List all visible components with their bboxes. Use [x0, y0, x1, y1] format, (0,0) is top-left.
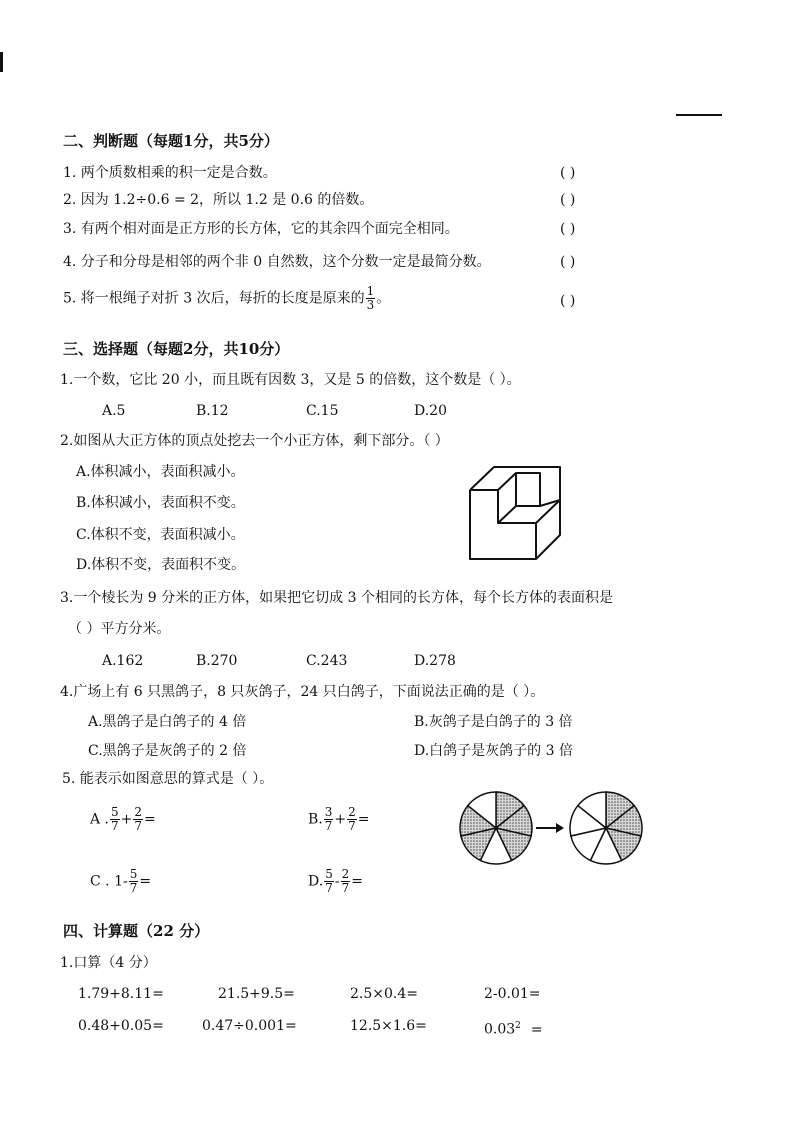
judge-item-5: 5. 将一根绳子对折 3 次后，每折的长度是原来的 $\frac{1}{3}$ 。 [63, 284, 391, 312]
fraction: $\frac{5}{7}$ [129, 867, 138, 895]
judge-item-4: 4. 分子和分母是相邻的两个非 0 自然数，这个分数一定是最简分数。 [63, 254, 491, 270]
choice-q5-option-c[interactable]: C . 1- $\frac{5}{7}$ = [90, 867, 152, 895]
fraction: $\frac{5}{7}$ [111, 805, 119, 833]
arrow-right-icon [536, 823, 564, 833]
choice-q2-option-d[interactable]: D.体积不变，表面积不变。 [76, 557, 246, 573]
choice-q1-option-b[interactable]: B.12 [196, 403, 229, 419]
mental-math-item[interactable]: 0.47÷0.001= [202, 1018, 297, 1034]
mental-math-item-power[interactable]: $0.03^2$ = [484, 1021, 543, 1038]
mental-math-item[interactable]: 21.5+9.5= [218, 986, 295, 1002]
choice-q5-option-b[interactable]: B. $\frac{3}{7}$ + $\frac{2}{7}$ = [308, 805, 370, 833]
answer-paren[interactable]: ( ) [560, 254, 576, 270]
pie-right [570, 792, 642, 864]
fraction: $\frac{3}{7}$ [324, 805, 333, 833]
choice-q5-option-a[interactable]: A . $\frac{5}{7}$ + $\frac{2}{7}$ = [90, 805, 156, 833]
choice-q2-option-a[interactable]: A.体积减小，表面积减小。 [76, 464, 245, 480]
choice-q2: 2.如图从大正方体的顶点处挖去一个小正方体，剩下部分。（ ） [60, 433, 449, 449]
judge-item-3: 3. 有两个相对面是正方形的长方体，它的其余四个面完全相同。 [63, 221, 459, 237]
choice-q3-option-a[interactable]: A.162 [102, 653, 144, 669]
choice-q4-option-a[interactable]: A.黑鸽子是白鸽子的 4 倍 [88, 714, 247, 730]
choice-q1-option-d[interactable]: D.20 [414, 403, 447, 419]
choice-q5: 5. 能表示如图意思的算式是（ ）。 [62, 771, 274, 787]
choice-q3-option-c[interactable]: C.243 [306, 653, 348, 669]
pie-fraction-figure [458, 786, 648, 870]
choice-q2-option-b[interactable]: B.体积减小，表面积不变。 [76, 495, 245, 511]
mental-math-item[interactable]: 1.79+8.11= [78, 986, 164, 1002]
judge-item-1: 1. 两个质数相乘的积一定是合数。 [63, 165, 277, 181]
choice-q3-option-d[interactable]: D.278 [414, 653, 456, 669]
choice-q3-line2: （ ）平方分米。 [68, 621, 171, 637]
choice-q3-option-b[interactable]: B.270 [196, 653, 238, 669]
answer-paren[interactable]: ( ) [560, 165, 576, 181]
mental-math-item[interactable]: 2.5×0.4= [350, 986, 418, 1002]
choice-q4-option-c[interactable]: C.黑鸽子是灰鸽子的 2 倍 [88, 743, 247, 759]
choice-q3: 3.一个棱长为 9 分米的正方体，如果把它切成 3 个相同的长方体，每个长方体的表面积是 [60, 590, 613, 606]
mental-math-item[interactable]: 12.5×1.6= [350, 1018, 427, 1034]
choice-q1: 1.一个数，它比 20 小，而且既有因数 3，又是 5 的倍数，这个数是（ ）。 [60, 372, 521, 388]
mental-math-item[interactable]: 0.48+0.05= [78, 1018, 164, 1034]
mental-math-item[interactable]: 2-0.01= [484, 986, 541, 1002]
answer-paren[interactable]: ( ) [560, 192, 576, 208]
cube-cutout-figure [465, 463, 565, 563]
choice-q4: 4.广场上有 6 只黑鸽子，8 只灰鸽子，24 只白鸽子，下面说法正确的是（ ）。 [60, 684, 545, 700]
mental-math-heading: 1.口算（4 分） [60, 955, 157, 971]
answer-paren[interactable]: ( ) [560, 293, 576, 309]
fraction: $\frac{2}{7}$ [348, 805, 356, 833]
judge-item-5-text: 5. 将一根绳子对折 3 次后，每折的长度是原来的 [63, 290, 365, 307]
fraction: $\frac{5}{7}$ [325, 867, 333, 895]
section-2-title: 二、判断题（每题1分，共5分） [63, 132, 279, 150]
choice-q1-option-a[interactable]: A.5 [102, 403, 126, 419]
choice-q2-option-c[interactable]: C.体积不变，表面积减小。 [76, 527, 245, 543]
pie-left [460, 792, 532, 864]
scan-edge-mark [0, 52, 3, 72]
section-3-title: 三、选择题（每题2分，共10分） [63, 340, 290, 358]
section-4-title: 四、计算题（22 分） [63, 922, 210, 940]
header-rule [676, 114, 722, 116]
choice-q5-option-d[interactable]: D. $\frac{5}{7}$ - $\frac{2}{7}$ = [308, 867, 363, 895]
fraction: $\frac{2}{7}$ [341, 867, 350, 895]
choice-q4-option-d[interactable]: D.白鸽子是灰鸽子的 3 倍 [414, 743, 573, 759]
fraction-one-third: $\frac{1}{3}$ [366, 284, 375, 312]
answer-paren[interactable]: ( ) [560, 221, 576, 237]
fraction: $\frac{2}{7}$ [134, 805, 143, 833]
choice-q4-option-b[interactable]: B.灰鸽子是白鸽子的 3 倍 [414, 714, 573, 730]
judge-item-2: 2. 因为 1.2÷0.6 = 2，所以 1.2 是 0.6 的倍数。 [63, 192, 374, 208]
choice-q1-option-c[interactable]: C.15 [306, 403, 339, 419]
